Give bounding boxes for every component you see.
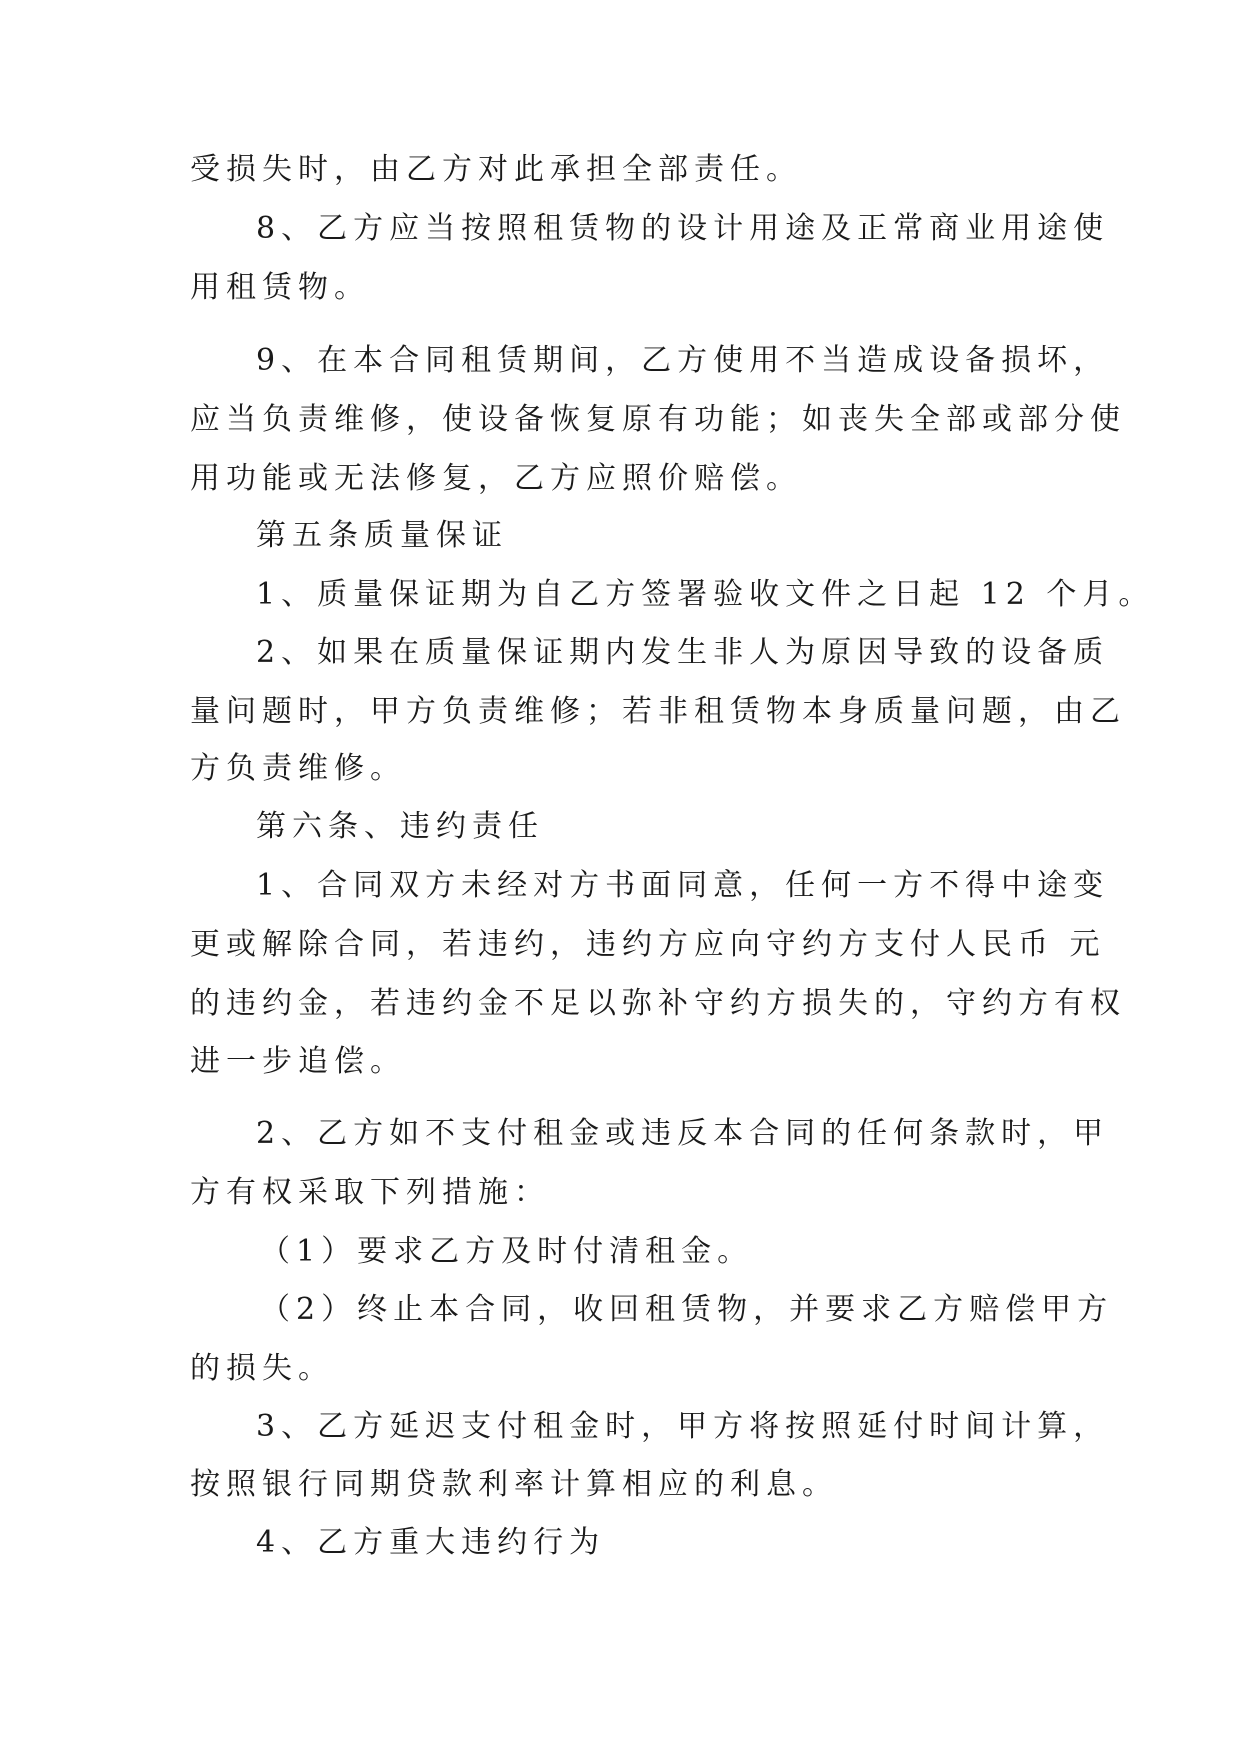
text-line: 2、如果在质量保证期内发生非人为原因导致的设备质	[256, 635, 1110, 670]
text-line: 应当负责维修，使设备恢复原有功能；如丧失全部或部分使	[190, 402, 1126, 437]
text-line: 的损失。	[190, 1351, 334, 1386]
text-line: 更或解除合同，若违约，违约方应向守约方支付人民币 元	[190, 927, 1106, 962]
text-line: （2）终止本合同，收回租赁物，并要求乙方赔偿甲方	[260, 1292, 1114, 1327]
text-line: 用功能或无法修复，乙方应照价赔偿。	[190, 461, 802, 496]
text-line: 4、乙方重大违约行为	[256, 1525, 606, 1560]
text-line: 用租赁物。	[190, 270, 370, 305]
text-line: 9、在本合同租赁期间，乙方使用不当造成设备损坏，	[256, 343, 1110, 378]
text-line: 的违约金，若违约金不足以弥补守约方损失的，守约方有权	[190, 986, 1126, 1021]
text-line: 2、乙方如不支付租金或违反本合同的任何条款时，甲	[256, 1116, 1110, 1151]
text-line: 方负责维修。	[190, 751, 406, 786]
text-line: 8、乙方应当按照租赁物的设计用途及正常商业用途使	[256, 211, 1110, 246]
section-heading: 第五条质量保证	[256, 518, 508, 553]
text-line: 方有权采取下列措施：	[190, 1175, 550, 1210]
text-line: 1、合同双方未经对方书面同意，任何一方不得中途变	[256, 868, 1110, 903]
text-line: 按照银行同期贷款利率计算相应的利息。	[190, 1467, 838, 1502]
text-line: 3、乙方延迟支付租金时，甲方将按照延付时间计算，	[256, 1409, 1110, 1444]
text-line: 进一步追偿。	[190, 1044, 406, 1079]
text-line: 受损失时，由乙方对此承担全部责任。	[190, 152, 802, 187]
text-line: 1、质量保证期为自乙方签署验收文件之日起 12 个月。	[256, 577, 1155, 612]
section-heading: 第六条、违约责任	[256, 809, 544, 844]
text-line: （1）要求乙方及时付清租金。	[260, 1234, 754, 1269]
text-line: 量问题时，甲方负责维修；若非租赁物本身质量问题，由乙	[190, 694, 1126, 729]
